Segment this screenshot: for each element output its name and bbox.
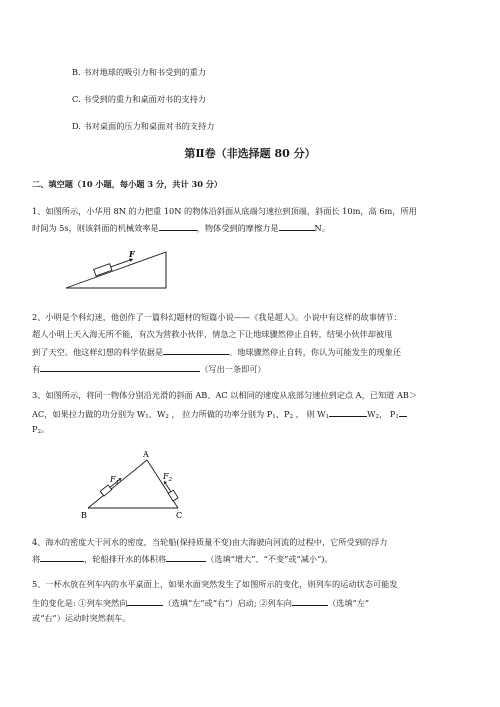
q2-text-a: 到了天空。他这样幻想的科学依据是	[32, 347, 164, 357]
q2-line3	[32, 345, 401, 358]
incline-figure-1	[62, 242, 192, 292]
q4-text-c: （选填“增大”、“不变”或“减小”)。	[206, 554, 333, 564]
force-f1-sub: 1	[115, 480, 120, 486]
q1-blank-efficiency[interactable]	[159, 221, 197, 231]
q5-line1: 5、一杯水放在列车内的水平桌面上，如果水面突然发生了如图所示的变化，则列车的运动状态可能发	[32, 579, 398, 589]
incline-triangle	[66, 252, 166, 288]
q3-sub-w1: 1	[145, 414, 149, 420]
q3-blank-power[interactable]	[399, 407, 407, 417]
incline-figure-2	[80, 446, 190, 522]
q5-text-c: （选填“左”	[327, 598, 370, 608]
q3-text-g: ， P	[379, 409, 396, 419]
option-c: C. 书受到的重力和桌面对书的支持力	[72, 94, 206, 104]
q5-line2	[32, 596, 369, 609]
q3-sub-p1-b: 1	[395, 414, 399, 420]
q2-blank-phenomenon[interactable]	[40, 362, 200, 372]
q3-sub-p2: 2	[289, 414, 293, 420]
option-d: D. 书对桌面的压力和桌面对书的支持力	[72, 121, 215, 131]
q3-sub-w2-b: 2	[375, 414, 379, 420]
force-f2-label	[162, 472, 173, 483]
q4-line1: 4、海水的密度大于河水的密度，当轮船(保持质量不变)由大海驶向河流的过程中，它所受到的浮力	[32, 537, 388, 547]
option-b: B. 书对地球的吸引力和书受到的重力	[72, 67, 207, 77]
q5-text-b: （选填“左”或“右”）启动; ②列车向	[163, 598, 292, 608]
q3-text-f: W	[367, 409, 376, 419]
q2-line2: 超人小明上天入海无所不能，有次为营救小伙伴，情急之下让地球骤然停止自转，结果小伙伴却被甩	[32, 329, 393, 339]
section-title: 第Ⅱ卷（非选择题 80 分）	[184, 147, 316, 160]
q5-blank-start[interactable]	[127, 596, 163, 606]
q5-text-a: 生的变化是: ①列车突然向	[32, 598, 128, 608]
force-f2-sub: 2	[168, 477, 173, 483]
q1-line1: 1、如图所示，小华用 8N 的力把重 10N 的物体沿斜面从底端匀速拉到顶端，斜面长 10m，高 6m，所用	[32, 206, 417, 216]
q3-line3	[32, 423, 49, 438]
q5-blank-brake[interactable]	[292, 596, 328, 606]
q3-line2	[32, 407, 407, 423]
q3-sub-p1: 1	[272, 414, 276, 420]
q4-text-b: ，轮船排开水的体积将	[84, 554, 167, 564]
q3-text-h: P	[32, 424, 38, 434]
q5-line3: 或“右”）运动时突然刹车。	[32, 613, 131, 623]
force-f2-letter: F	[163, 472, 169, 481]
q1-line2	[32, 221, 330, 234]
q1-blank-friction[interactable]	[279, 221, 315, 231]
q3-sub-w1-b: 1	[325, 414, 330, 420]
q2-text-d: （写出一条即可）	[200, 364, 266, 374]
q3-text-a: AC，如果拉力做的功分别为 W	[32, 409, 146, 419]
q2-line4	[32, 362, 266, 375]
vertex-b-label: B	[81, 511, 87, 520]
q2-text-c: 有	[32, 364, 41, 374]
q4-blank-volume[interactable]	[166, 552, 206, 562]
vertex-a-label: A	[143, 450, 149, 459]
force-f1-letter: F	[110, 475, 116, 484]
q2-line1: 2、小明是个科幻迷，他创作了一篇科幻题材的短篇小说——《我是超人》。小说中有这样的故事情节：	[32, 312, 402, 322]
q3-blank-work[interactable]	[329, 407, 367, 417]
section-heading: 二、填空题（10 小题，每小题 3 分，共计 30 分）	[32, 179, 223, 189]
q3-sub-w2: 2	[165, 414, 169, 420]
q3-text-c: ， 拉力所做的功率分别为 P	[168, 409, 273, 419]
q4-text-a: 将	[32, 554, 41, 564]
q3-text-e: ， 则 W	[292, 409, 326, 419]
q2-text-b: 。地球骤然停止自转，你认为可能发生的现象还	[229, 347, 401, 357]
q3-sub-p2-b: 2	[37, 429, 42, 435]
q2-blank-basis[interactable]	[163, 345, 229, 355]
force-label-f: F	[129, 249, 135, 259]
q1-text-a: 时间为 5s，则该斜面的机械效率是	[32, 223, 159, 233]
vertex-c-label: C	[176, 511, 183, 520]
q3-text-i: 。	[41, 424, 50, 434]
q4-line2	[32, 552, 333, 565]
q1-text-b: ，物体受到的摩擦力是	[196, 223, 279, 233]
q3-text-d: 、P	[275, 409, 290, 419]
q1-text-c: N。	[314, 223, 330, 233]
q3-line1: 3、如图所示，将同一物体分别沿光滑的斜面 AB、AC 以相同的速度从底部匀速拉到定点 A，已知道 AB＞	[32, 390, 418, 400]
q3-text-b: 、W	[148, 409, 166, 419]
q4-blank-buoyancy[interactable]	[40, 552, 84, 562]
